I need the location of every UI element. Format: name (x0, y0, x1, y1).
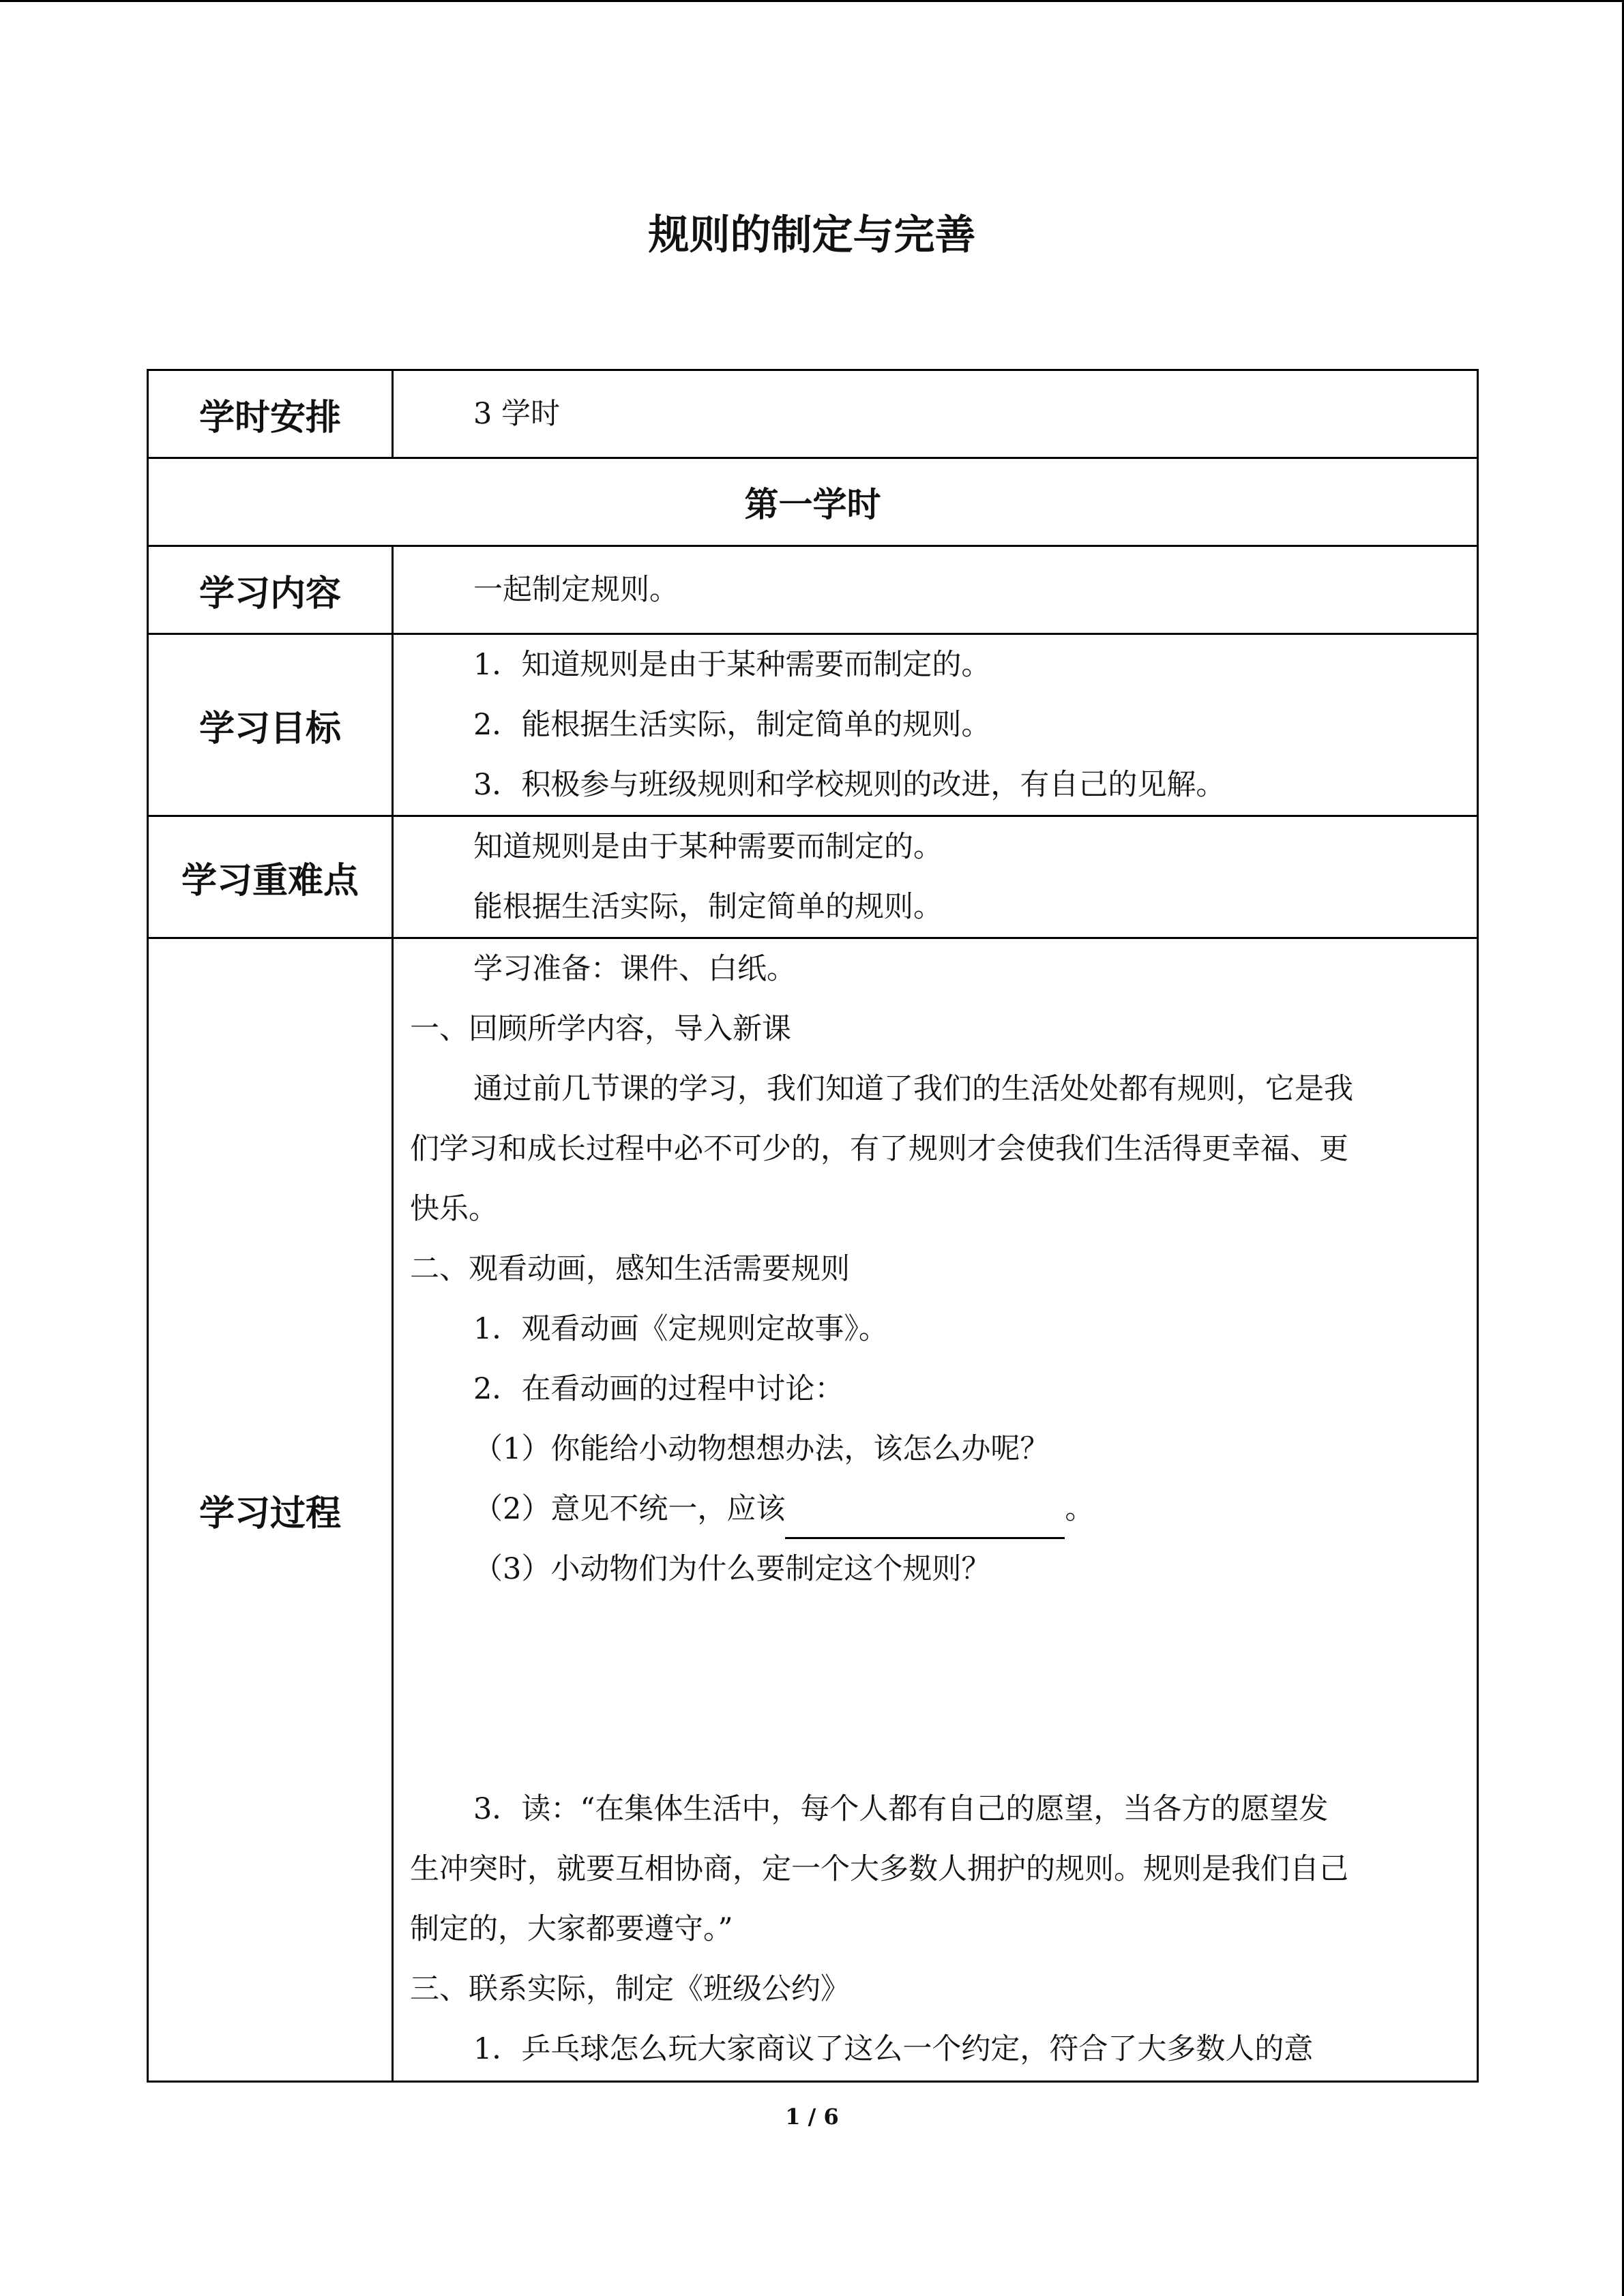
paragraph-line: 生冲突时，就要互相协商，定一个大多数人拥护的规则。规则是我们自己 (410, 1852, 1348, 1886)
answer-space (410, 1599, 1460, 1779)
key-points-label: 学习重难点 (148, 816, 393, 938)
lesson-plan-table (147, 369, 1479, 2083)
row-goals (148, 634, 1478, 816)
section-heading: 三、联系实际，制定《班级公约》 (410, 1972, 850, 2006)
paragraph-line: 快乐。 (410, 1192, 498, 1226)
key-points-cell (393, 816, 1478, 938)
list-item: 1．乒乓球怎么玩大家商议了这么一个约定，符合了大多数人的意 (473, 2032, 1314, 2066)
row-content (148, 546, 1478, 634)
content-value-cell (393, 546, 1478, 634)
page-number: 1 / 6 (785, 2104, 839, 2130)
goal-item: 2．能根据生活实际，制定简单的规则。 (473, 708, 991, 742)
page-top-border (0, 0, 1624, 2)
key-point-item: 知道规则是由于某种需要而制定的。 (473, 830, 943, 864)
answer-blank-line[interactable] (785, 1507, 1065, 1539)
process-prep: 学习准备：课件、白纸。 (473, 952, 796, 986)
question-suffix: 。 (1065, 1492, 1095, 1526)
schedule-value-cell (393, 370, 1478, 458)
schedule-label: 学时安排 (148, 370, 393, 458)
list-item: 1．观看动画《定规则定故事》。 (473, 1312, 888, 1346)
question-prefix: （2）意见不统一，应该 (473, 1492, 786, 1526)
schedule-value: 3 学时 (473, 397, 561, 431)
row-schedule (148, 370, 1478, 458)
goals-cell (393, 634, 1478, 816)
goal-item: 1．知道规则是由于某种需要而制定的。 (473, 648, 991, 682)
question-item-fill-blank (410, 1479, 1460, 1539)
paragraph-line: 3．读：“在集体生活中，每个人都有自己的愿望，当各方的愿望发 (473, 1792, 1329, 1826)
list-item: 2．在看动画的过程中讨论： (473, 1372, 844, 1406)
goals-label: 学习目标 (148, 634, 393, 816)
section-header: 第一学时 (148, 458, 1478, 546)
question-item: （3）小动物们为什么要制定这个规则？ (473, 1552, 991, 1586)
section-heading: 二、观看动画，感知生活需要规则 (410, 1252, 850, 1286)
row-key-points (148, 816, 1478, 938)
paragraph-line: 制定的，大家都要遵守。” (410, 1912, 733, 1946)
section-heading: 一、回顾所学内容，导入新课 (410, 1012, 791, 1046)
process-cell (393, 938, 1478, 2082)
content-value: 一起制定规则。 (473, 573, 679, 607)
row-process (148, 938, 1478, 2082)
question-item: （1）你能给小动物想想办法，该怎么办呢？ (473, 1432, 1050, 1466)
paragraph-line: 通过前几节课的学习，我们知道了我们的生活处处都有规则，它是我 (473, 1072, 1353, 1106)
row-section-header (148, 458, 1478, 546)
paragraph-line: 们学习和成长过程中必不可少的，有了规则才会使我们生活得更幸福、更 (410, 1132, 1348, 1166)
goal-item: 3．积极参与班级规则和学校规则的改进，有自己的见解。 (473, 768, 1226, 802)
content-label: 学习内容 (148, 546, 393, 634)
process-label: 学习过程 (148, 938, 393, 2082)
document-title: 规则的制定与完善 (648, 211, 976, 259)
key-point-item: 能根据生活实际，制定简单的规则。 (473, 890, 943, 924)
